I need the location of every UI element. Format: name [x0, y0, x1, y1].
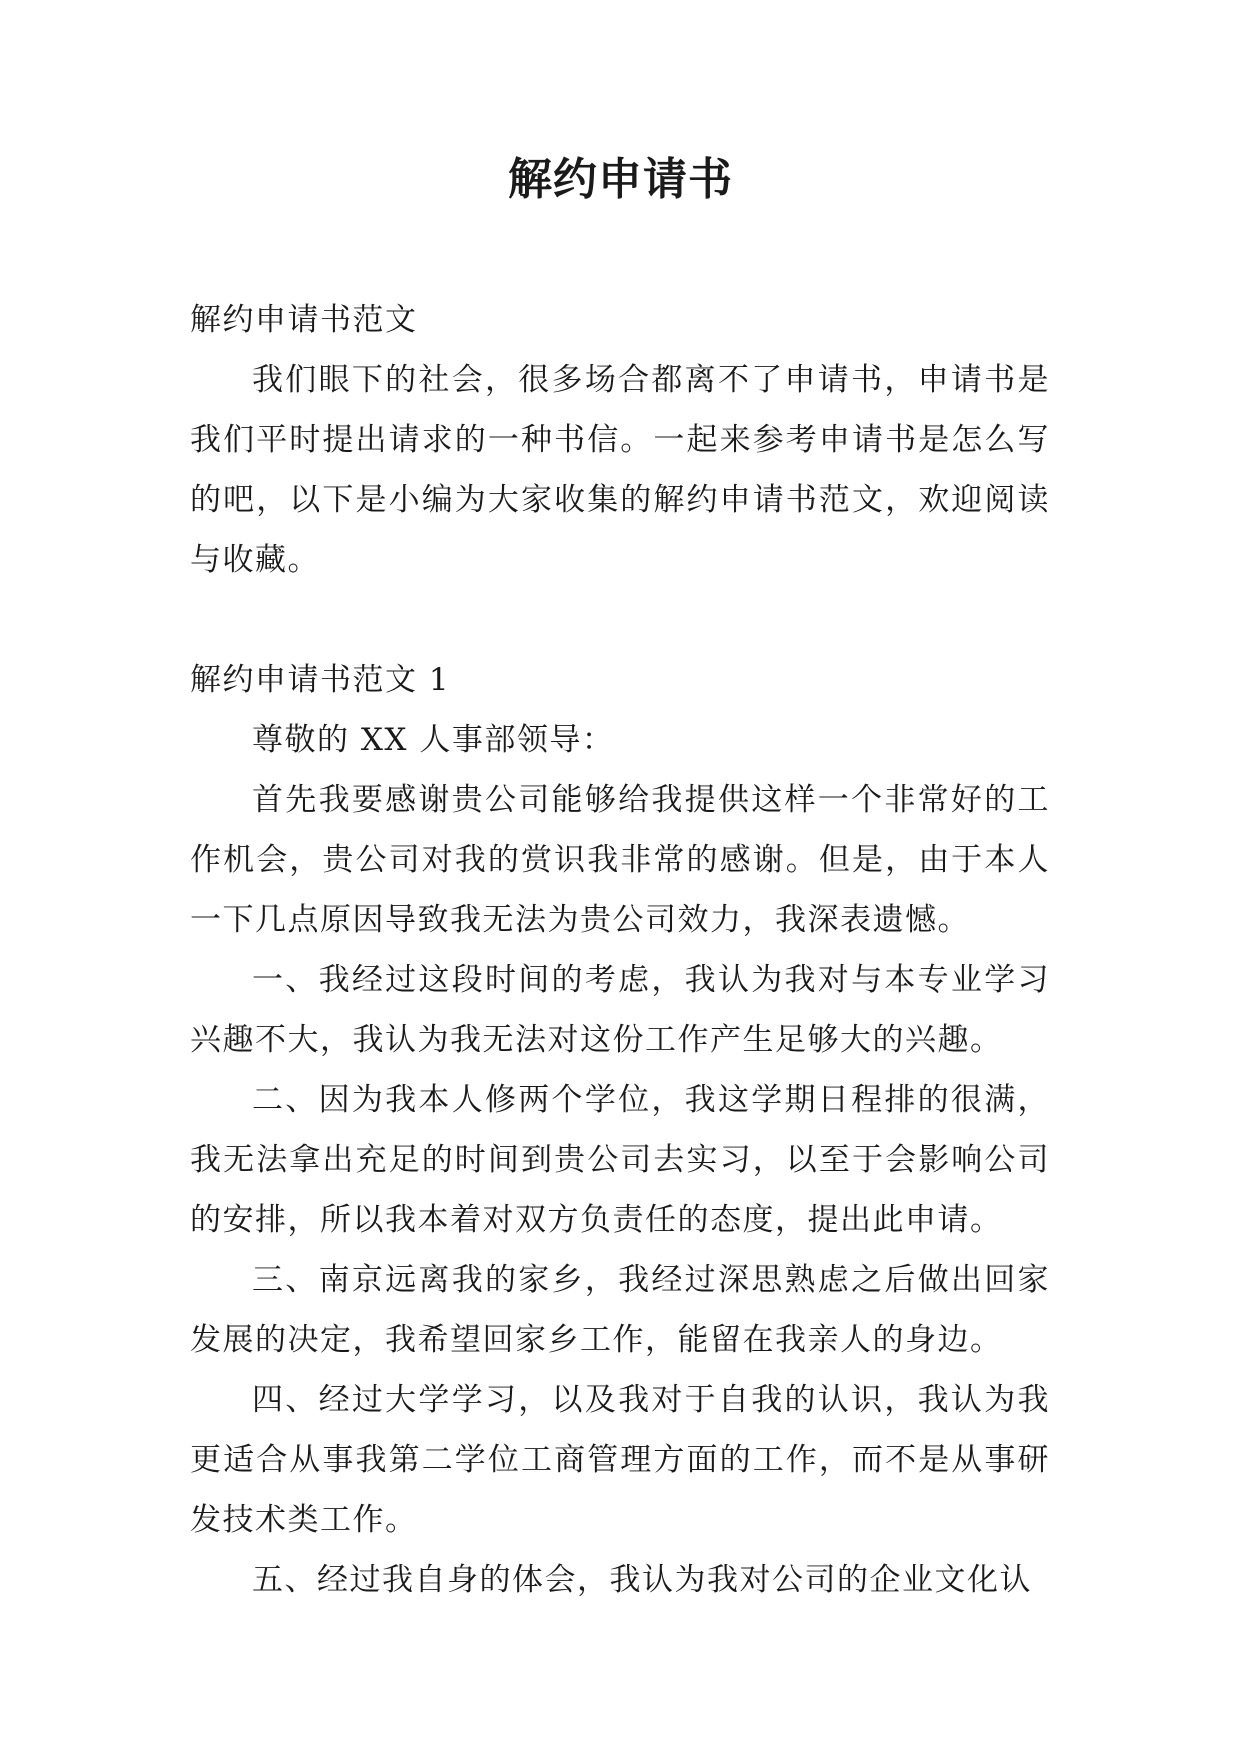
salutation: 尊敬的 XX 人事部领导： — [252, 722, 615, 758]
body-paragraph-3: 二、因为我本人修两个学位，我这学期日程排的很满，我无法拿出充足的时间到贵公司去实习，以至于会影响公司的安排，所以我本着对双方负责任的态度，提出此申请。 — [190, 1082, 1050, 1238]
sample-heading: 解约申请书范文 1 — [190, 662, 451, 698]
body-paragraph-1: 首先我要感谢贵公司能够给我提供这样一个非常好的工作机会，贵公司对我的赏识我非常的感谢。但是，由于本人一下几点原因导致我无法为贵公司效力，我深表遗憾。 — [190, 782, 1050, 938]
body-paragraph-5: 四、经过大学学习，以及我对于自我的认识，我认为我更适合从事我第二学位工商管理方面的工作，而不是从事研发技术类工作。 — [190, 1382, 1050, 1538]
document-title: 解约申请书 — [508, 154, 733, 205]
section-gap — [190, 590, 1050, 650]
body-paragraph-4: 三、南京远离我的家乡，我经过深思熟虑之后做出回家发展的决定，我希望回家乡工作，能留在我亲人的身边。 — [190, 1262, 1050, 1358]
body-paragraph-6: 五、经过我自身的体会，我认为我对公司的企业文化认 — [252, 1562, 1032, 1598]
intro-paragraph: 我们眼下的社会，很多场合都离不了申请书，申请书是我们平时提出请求的一种书信。一起来参考申请书是怎么写的吧，以下是小编为大家收集的解约申请书范文，欢迎阅读与收藏。 — [190, 362, 1050, 578]
document-body — [190, 290, 1050, 1610]
body-paragraph-2: 一、我经过这段时间的考虑，我认为我对与本专业学习兴趣不大，我认为我无法对这份工作产生足够大的兴趣。 — [190, 962, 1050, 1058]
subtitle: 解约申请书范文 — [190, 302, 418, 338]
